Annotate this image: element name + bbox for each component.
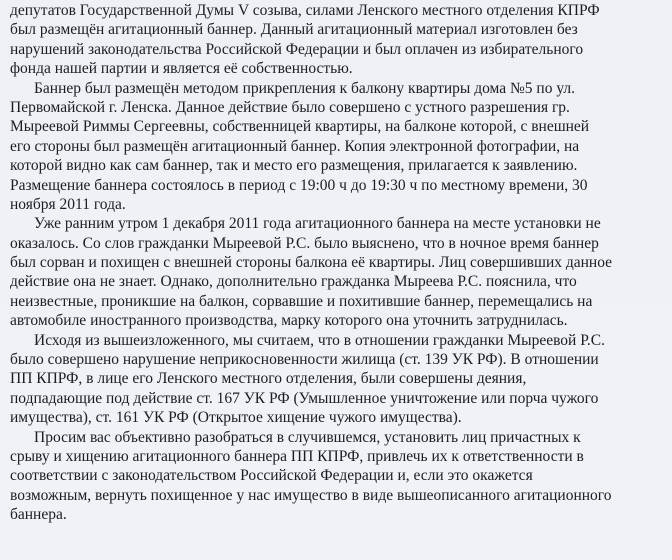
document-text-line: оказалось. Со слов гражданки Мыреевой Р.С. было выяснено, что в ночное время баннер (10, 234, 599, 252)
document-text-line: было совершено нарушение неприкосновенности жилища (ст. 139 УК РФ). В отношении (10, 351, 599, 369)
document-text-line: Размещение баннера состоялось в период с 19:00 ч до 19:30 ч по местному времени, 30 (10, 176, 588, 194)
document-text-line: нарушений законодательства Российской Федерации и был оплачен из избирательного (10, 40, 584, 58)
document-text-line: подпадающие под действие ст. 167 УК РФ (Умышленное уничтожение или порча чужого (10, 389, 599, 407)
document-paragraph (10, 428, 662, 525)
document-text-line: ноября 2011 года. (10, 195, 126, 213)
document-paragraph (10, 79, 662, 215)
document-text-line: действие она не знает. Однако, дополнительно гражданка Мыреева Р.С. пояснила, что (10, 273, 577, 291)
document-text-line: его стороны был размещён агитационный баннер. Копия электронной фотографии, на (10, 137, 580, 155)
document-text-line: автомобиле иностранного производства, марку которого она уточнить затруднилась. (10, 312, 568, 330)
document-text-line: ПП КПРФ, в лице его Ленского местного отделения, были совершены деяния, (10, 370, 527, 388)
document-text-line: имущества), ст. 161 УК РФ (Открытое хищение чужого имущества). (10, 409, 462, 427)
document-text-line: срыву и хищению агитационного баннера ПП КПРФ, привлечь их к ответственности в (10, 447, 584, 465)
document-text-line: был размещён агитационный баннер. Данный агитационный материал изготовлен без (10, 21, 578, 39)
document-text-line: которой видно как сам баннер, так и место его размещения, прилагается к заявлению. (10, 157, 578, 175)
document-text-line: депутатов Государственной Думы V созыва, силами Ленского местного отделения КПРФ (10, 2, 600, 19)
document-text-line: неизвестные, проникшие на балкон, сорвавшие и похитившие баннер, перемещались на (10, 292, 593, 310)
document-text-line: Первомайской г. Ленска. Данное действие было совершено с устного разрешения гр. (10, 98, 570, 116)
document-text-line: Исходя из вышеизложенного, мы считаем, что в отношении гражданки Мыреевой Р.С. (34, 331, 606, 349)
document-text-line: фонда нашей партии и является её собственностью. (10, 60, 353, 78)
document-text-line: Просим вас объективно разобраться в случившемся, установить лиц причастных к (34, 428, 581, 446)
document-text-line: Уже ранним утром 1 декабря 2011 года агитационного баннера на месте установки не (34, 215, 601, 233)
document-text-line: баннера. (10, 506, 67, 524)
document-text-line: Мыреевой Риммы Сергеевны, собственницей квартиры, на балконе которой, с внешней (10, 118, 590, 136)
document-paragraph (10, 214, 662, 330)
document-text-line: соответствии с законодательством Российской Федерации и, если это окажется (10, 467, 533, 485)
document-text-line: Баннер был размещён методом прикрепления к балкону квартиры дома №5 по ул. (34, 79, 576, 97)
document-paragraph (10, 1, 662, 79)
document-body (10, 1, 662, 525)
document-text-line: возможным, вернуть похищенное у нас имущество в виде вышеописанного агитационного (10, 486, 612, 504)
document-text-line: был сорван и похищен с внешней стороны балкона её квартиры. Лиц совершивших данное (10, 254, 613, 272)
document-paragraph (10, 331, 662, 428)
